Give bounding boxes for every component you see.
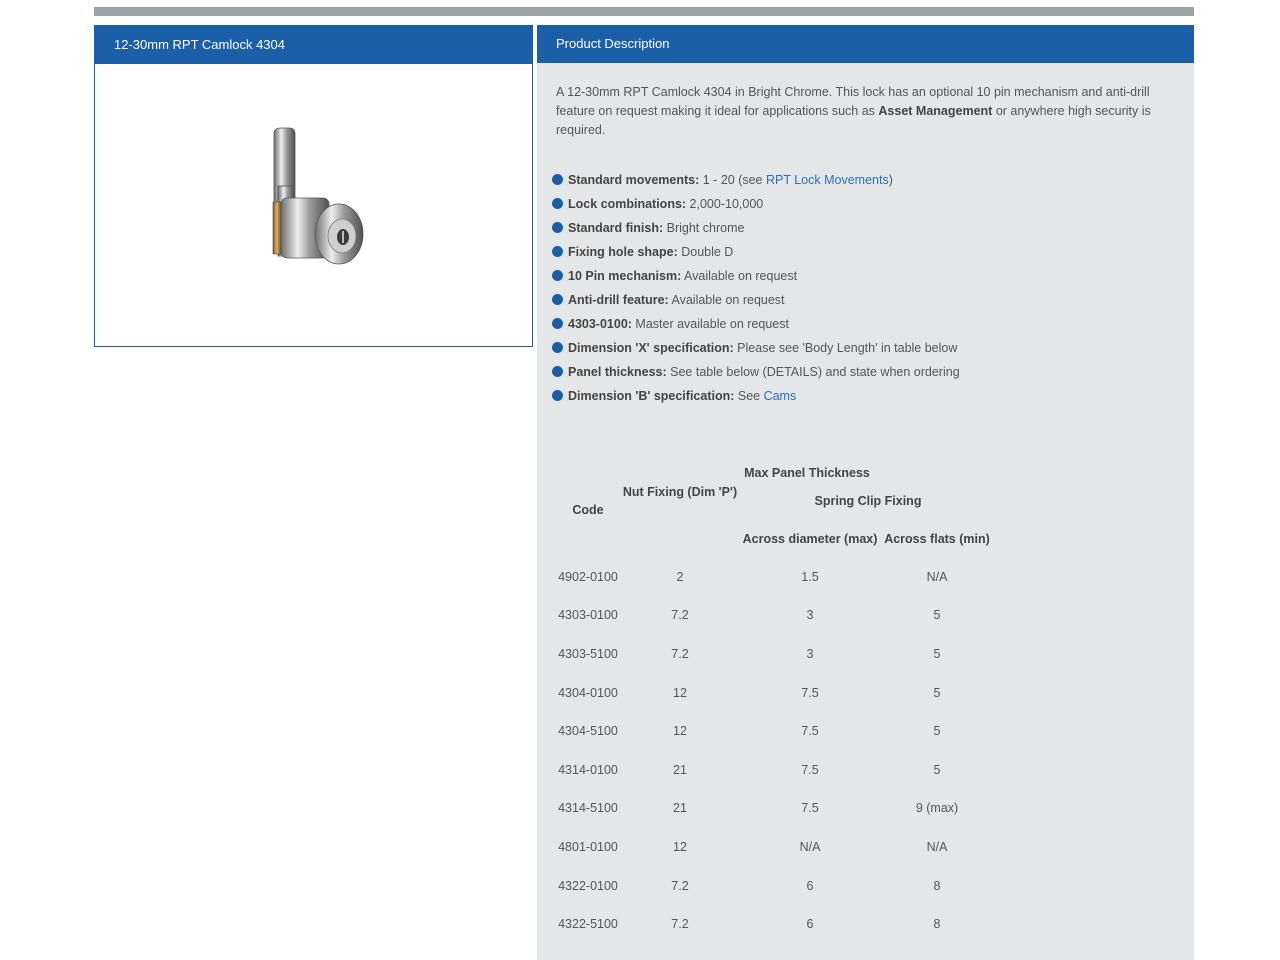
feature-panel-thickness: Panel thickness: See table below (DETAILS) and state when ordering	[552, 360, 1172, 384]
row-code: 4304-0100	[558, 685, 618, 700]
feature-10-pin-mechanism: 10 Pin mechanism: Available on request	[552, 264, 1172, 288]
row-across-flats: N/A	[926, 839, 948, 854]
row-across-flats: 5	[933, 685, 941, 700]
bullet-icon	[552, 174, 563, 185]
row-across-flats: 8	[933, 917, 941, 932]
table-row	[557, 828, 995, 867]
row-code: 4322-5100	[558, 917, 618, 932]
row-across-flats: N/A	[926, 569, 948, 584]
bullet-icon	[552, 246, 563, 257]
bullet-icon	[552, 342, 563, 353]
product-description-panel	[537, 25, 1194, 960]
feature-lock-combinations: Lock combinations: 2,000-10,000	[552, 192, 1172, 216]
row-across-diameter: N/A	[799, 839, 821, 854]
bullet-icon	[552, 390, 563, 401]
panel-thickness-table	[557, 463, 995, 944]
row-across-diameter: 6	[806, 917, 814, 932]
rpt-lock-movements-link[interactable]: RPT Lock Movements	[765, 173, 889, 187]
table-row	[557, 597, 995, 636]
feature-list	[552, 168, 1172, 408]
bullet-icon	[552, 270, 563, 281]
code-header: Code	[572, 503, 604, 517]
row-across-diameter: 7.5	[801, 724, 819, 739]
row-code: 4303-5100	[558, 646, 618, 661]
table-row	[557, 674, 995, 713]
bullet-icon	[552, 366, 563, 377]
row-across-diameter: 7.5	[801, 801, 819, 816]
row-code: 4314-0100	[558, 762, 618, 777]
row-across-flats: 8	[933, 878, 941, 893]
row-across-flats: 5	[933, 608, 941, 623]
camlock-product-image	[245, 126, 375, 286]
row-across-diameter: 7.5	[801, 762, 819, 777]
table-body	[557, 558, 995, 944]
nut-fixing-header: Nut Fixing (Dim 'P')	[622, 485, 738, 499]
row-across-diameter: 3	[806, 608, 814, 623]
row-nut-fixing: 7.2	[671, 878, 689, 893]
row-nut-fixing: 7.2	[671, 646, 689, 661]
row-code: 4314-5100	[558, 801, 618, 816]
row-nut-fixing: 7.2	[671, 917, 689, 932]
cams-link[interactable]: Cams	[763, 389, 797, 403]
feature-dimension-b: Dimension 'B' specification: See Cams	[552, 384, 1172, 408]
table-row	[557, 867, 995, 906]
description-highlight: Asset Management	[878, 104, 993, 118]
row-code: 4322-0100	[558, 878, 618, 893]
row-across-diameter: 7.5	[801, 685, 819, 700]
feature-fixing-hole-shape: Fixing hole shape: Double D	[552, 240, 1172, 264]
feature-standard-finish: Standard finish: Bright chrome	[552, 216, 1172, 240]
table-row	[557, 751, 995, 790]
row-code: 4304-5100	[558, 724, 618, 739]
feature-master-key: 4303-0100: Master available on request	[552, 312, 1172, 336]
row-code: 4902-0100	[558, 569, 618, 584]
feature-anti-drill: Anti-drill feature: Available on request	[552, 288, 1172, 312]
row-nut-fixing: 21	[673, 762, 687, 777]
table-header-row	[557, 483, 995, 520]
row-nut-fixing: 21	[673, 801, 687, 816]
description-text: A 12-30mm RPT Camlock 4304 in Bright Chrome. This lock has an optional 10 pin mechanism and anti-drill feature on request making it ideal for applications such as Asset Management or anywhere high security is required.	[556, 85, 1151, 137]
row-nut-fixing: 12	[673, 724, 687, 739]
feature-standard-movements: Standard movements: 1 - 20 (see RPT Lock Movements)	[552, 168, 1172, 192]
product-image-panel	[94, 25, 533, 347]
spring-clip-header: Spring Clip Fixing	[814, 494, 922, 508]
bullet-icon	[552, 318, 563, 329]
row-nut-fixing: 12	[673, 839, 687, 854]
row-code: 4303-0100	[558, 608, 618, 623]
description-header: Product Description	[537, 25, 1194, 63]
row-nut-fixing: 7.2	[671, 608, 689, 623]
bullet-icon	[552, 198, 563, 209]
row-across-flats: 5	[933, 762, 941, 777]
max-panel-thickness-header: Max Panel Thickness	[744, 465, 870, 480]
row-across-diameter: 6	[806, 878, 814, 893]
table-row	[557, 790, 995, 829]
table-row	[557, 635, 995, 674]
bullet-icon	[552, 294, 563, 305]
row-across-flats: 5	[933, 646, 941, 661]
table-row	[557, 712, 995, 751]
table-row	[557, 558, 995, 597]
row-across-flats: 5	[933, 724, 941, 739]
table-row	[557, 905, 995, 944]
across-diameter-header: Across diameter (max)	[742, 531, 878, 546]
row-nut-fixing: 12	[673, 685, 687, 700]
row-nut-fixing: 2	[676, 569, 684, 584]
row-across-flats: 9 (max)	[915, 801, 959, 816]
row-code: 4801-0100	[558, 839, 618, 854]
table-header-row	[557, 463, 995, 483]
feature-dimension-x: Dimension 'X' specification: Please see 'Body Length' in table below	[552, 336, 1172, 360]
bullet-icon	[552, 222, 563, 233]
row-across-diameter: 1.5	[801, 569, 819, 584]
row-across-diameter: 3	[806, 646, 814, 661]
across-flats-header: Across flats (min)	[884, 531, 990, 546]
top-divider-bar	[94, 7, 1194, 16]
product-title: 12-30mm RPT Camlock 4304	[95, 26, 532, 64]
